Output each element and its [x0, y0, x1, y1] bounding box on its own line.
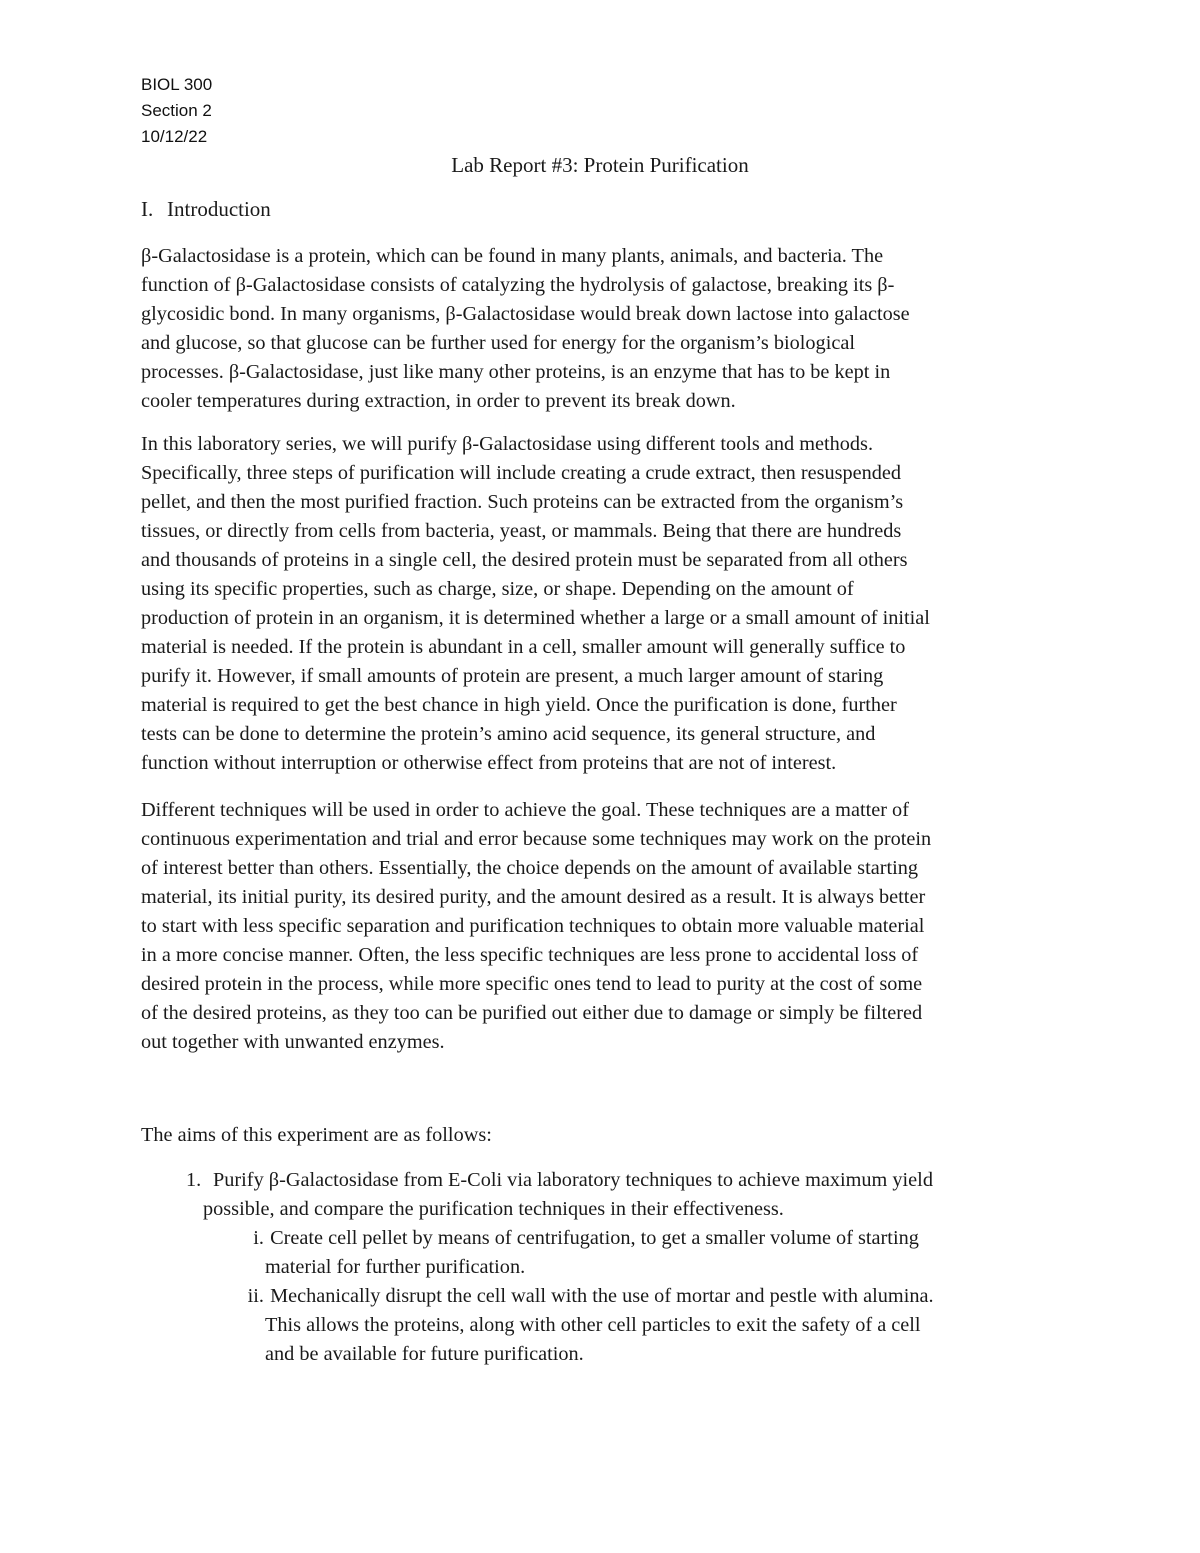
- paragraph-line: in a more concise manner. Often, the less specific techniques are less prone to accidental loss of: [141, 944, 919, 966]
- paragraph-line: material is required to get the best chance in high yield. Once the purification is done, further: [141, 694, 897, 716]
- aim-subitem: [226, 1224, 919, 1282]
- subitem-text: This allows the proteins, along with other cell particles to exit the safety of a cell: [265, 1314, 921, 1336]
- paragraph-line: material is needed. If the protein is abundant in a cell, smaller amount will generally suffice to: [141, 636, 906, 658]
- document-title: Lab Report #3: Protein Purification: [451, 153, 749, 177]
- section-heading-number: I.: [141, 197, 154, 221]
- aim-text: Purify β-Galactosidase from E-Coli via laboratory techniques to achieve maximum yield: [213, 1169, 933, 1191]
- paragraph-techniques: [141, 796, 1066, 1057]
- paragraph-line: Specifically, three steps of purification will include creating a crude extract, then resuspended: [141, 462, 902, 484]
- aim-list-item: [186, 1166, 933, 1224]
- section-heading-label: Introduction: [167, 197, 271, 221]
- subitem-line: [226, 1282, 934, 1311]
- subitem-text: Create cell pellet by means of centrifugation, to get a smaller volume of starting: [270, 1227, 919, 1249]
- paragraph-line: function without interruption or otherwise effect from proteins that are not of interest.: [141, 752, 837, 774]
- paragraph-line: production of protein in an organism, it is determined whether a large or a small amount of initial: [141, 607, 930, 629]
- paragraph-line: pellet, and then the most purified fraction. Such proteins can be extracted from the organism’s: [141, 491, 904, 513]
- paragraph-line: β-Galactosidase is a protein, which can be found in many plants, animals, and bacteria. The: [141, 245, 884, 267]
- section-heading: [141, 195, 271, 223]
- aim-text: possible, and compare the purification techniques in their effectiveness.: [203, 1198, 784, 1220]
- paragraph-line: using its specific properties, such as charge, size, or shape. Depending on the amount of: [141, 578, 854, 600]
- paragraph-intro: [141, 242, 1066, 416]
- paragraph-line: material, its initial purity, its desired purity, and the amount desired as a result. It is always better: [141, 886, 926, 908]
- paragraph-line: and thousands of proteins in a single cell, the desired protein must be separated from all others: [141, 549, 908, 571]
- subitem-number: ii.: [247, 1285, 264, 1307]
- paragraph-line: purify it. However, if small amounts of protein are present, a much larger amount of staring: [141, 665, 884, 687]
- paragraph-line: tests can be done to determine the protein’s amino acid sequence, its general structure, and: [141, 723, 876, 745]
- subitem-text: Mechanically disrupt the cell wall with the use of mortar and pestle with alumina.: [270, 1285, 934, 1307]
- paragraph-line: processes. β-Galactosidase, just like many other proteins, is an enzyme that has to be kept in: [141, 361, 891, 383]
- subitem-text: and be available for future purification.: [265, 1343, 584, 1365]
- report-date: 10/12/22: [141, 127, 208, 146]
- paragraph-line: function of β-Galactosidase consists of catalyzing the hydrolysis of galactose, breaking its β-: [141, 274, 895, 296]
- paragraph-line: Different techniques will be used in order to achieve the goal. These techniques are a matter of: [141, 799, 909, 821]
- paragraph-line: continuous experimentation and trial and error because some techniques may work on the protein: [141, 828, 932, 850]
- paragraph-line: to start with less specific separation and purification techniques to obtain more valuable material: [141, 915, 925, 937]
- paragraph-lab-series: [141, 430, 1066, 778]
- course-code: BIOL 300: [141, 75, 213, 94]
- subitem-text: material for further purification.: [265, 1256, 526, 1278]
- paragraph-line: of the desired proteins, as they too can be purified out either due to damage or simply be filtered: [141, 1002, 923, 1024]
- paragraph-line: cooler temperatures during extraction, in order to prevent its break down.: [141, 390, 736, 412]
- paragraph-line: and glucose, so that glucose can be further used for energy for the organism’s biological: [141, 332, 855, 354]
- paragraph-line: glycosidic bond. In many organisms, β-Galactosidase would break down lactose into galactose: [141, 303, 910, 325]
- subitem-line: [226, 1224, 919, 1253]
- subitem-number: i.: [253, 1227, 264, 1249]
- aim-line: [186, 1166, 933, 1195]
- paragraph-line: of interest better than others. Essentially, the choice depends on the amount of available starting: [141, 857, 919, 879]
- aim-number: 1.: [186, 1169, 202, 1191]
- aims-intro: The aims of this experiment are as follows:: [141, 1124, 492, 1146]
- paragraph-line: out together with unwanted enzymes.: [141, 1031, 445, 1053]
- section-number: Section 2: [141, 101, 212, 120]
- paragraph-line: tissues, or directly from cells from bacteria, yeast, or mammals. Being that there are hundreds: [141, 520, 902, 542]
- paragraph-line: In this laboratory series, we will purify β-Galactosidase using different tools and methods.: [141, 433, 874, 455]
- paragraph-line: desired protein in the process, while more specific ones tend to lead to purity at the cost of some: [141, 973, 923, 995]
- aim-subitem: [226, 1282, 934, 1369]
- document-header: [141, 72, 212, 150]
